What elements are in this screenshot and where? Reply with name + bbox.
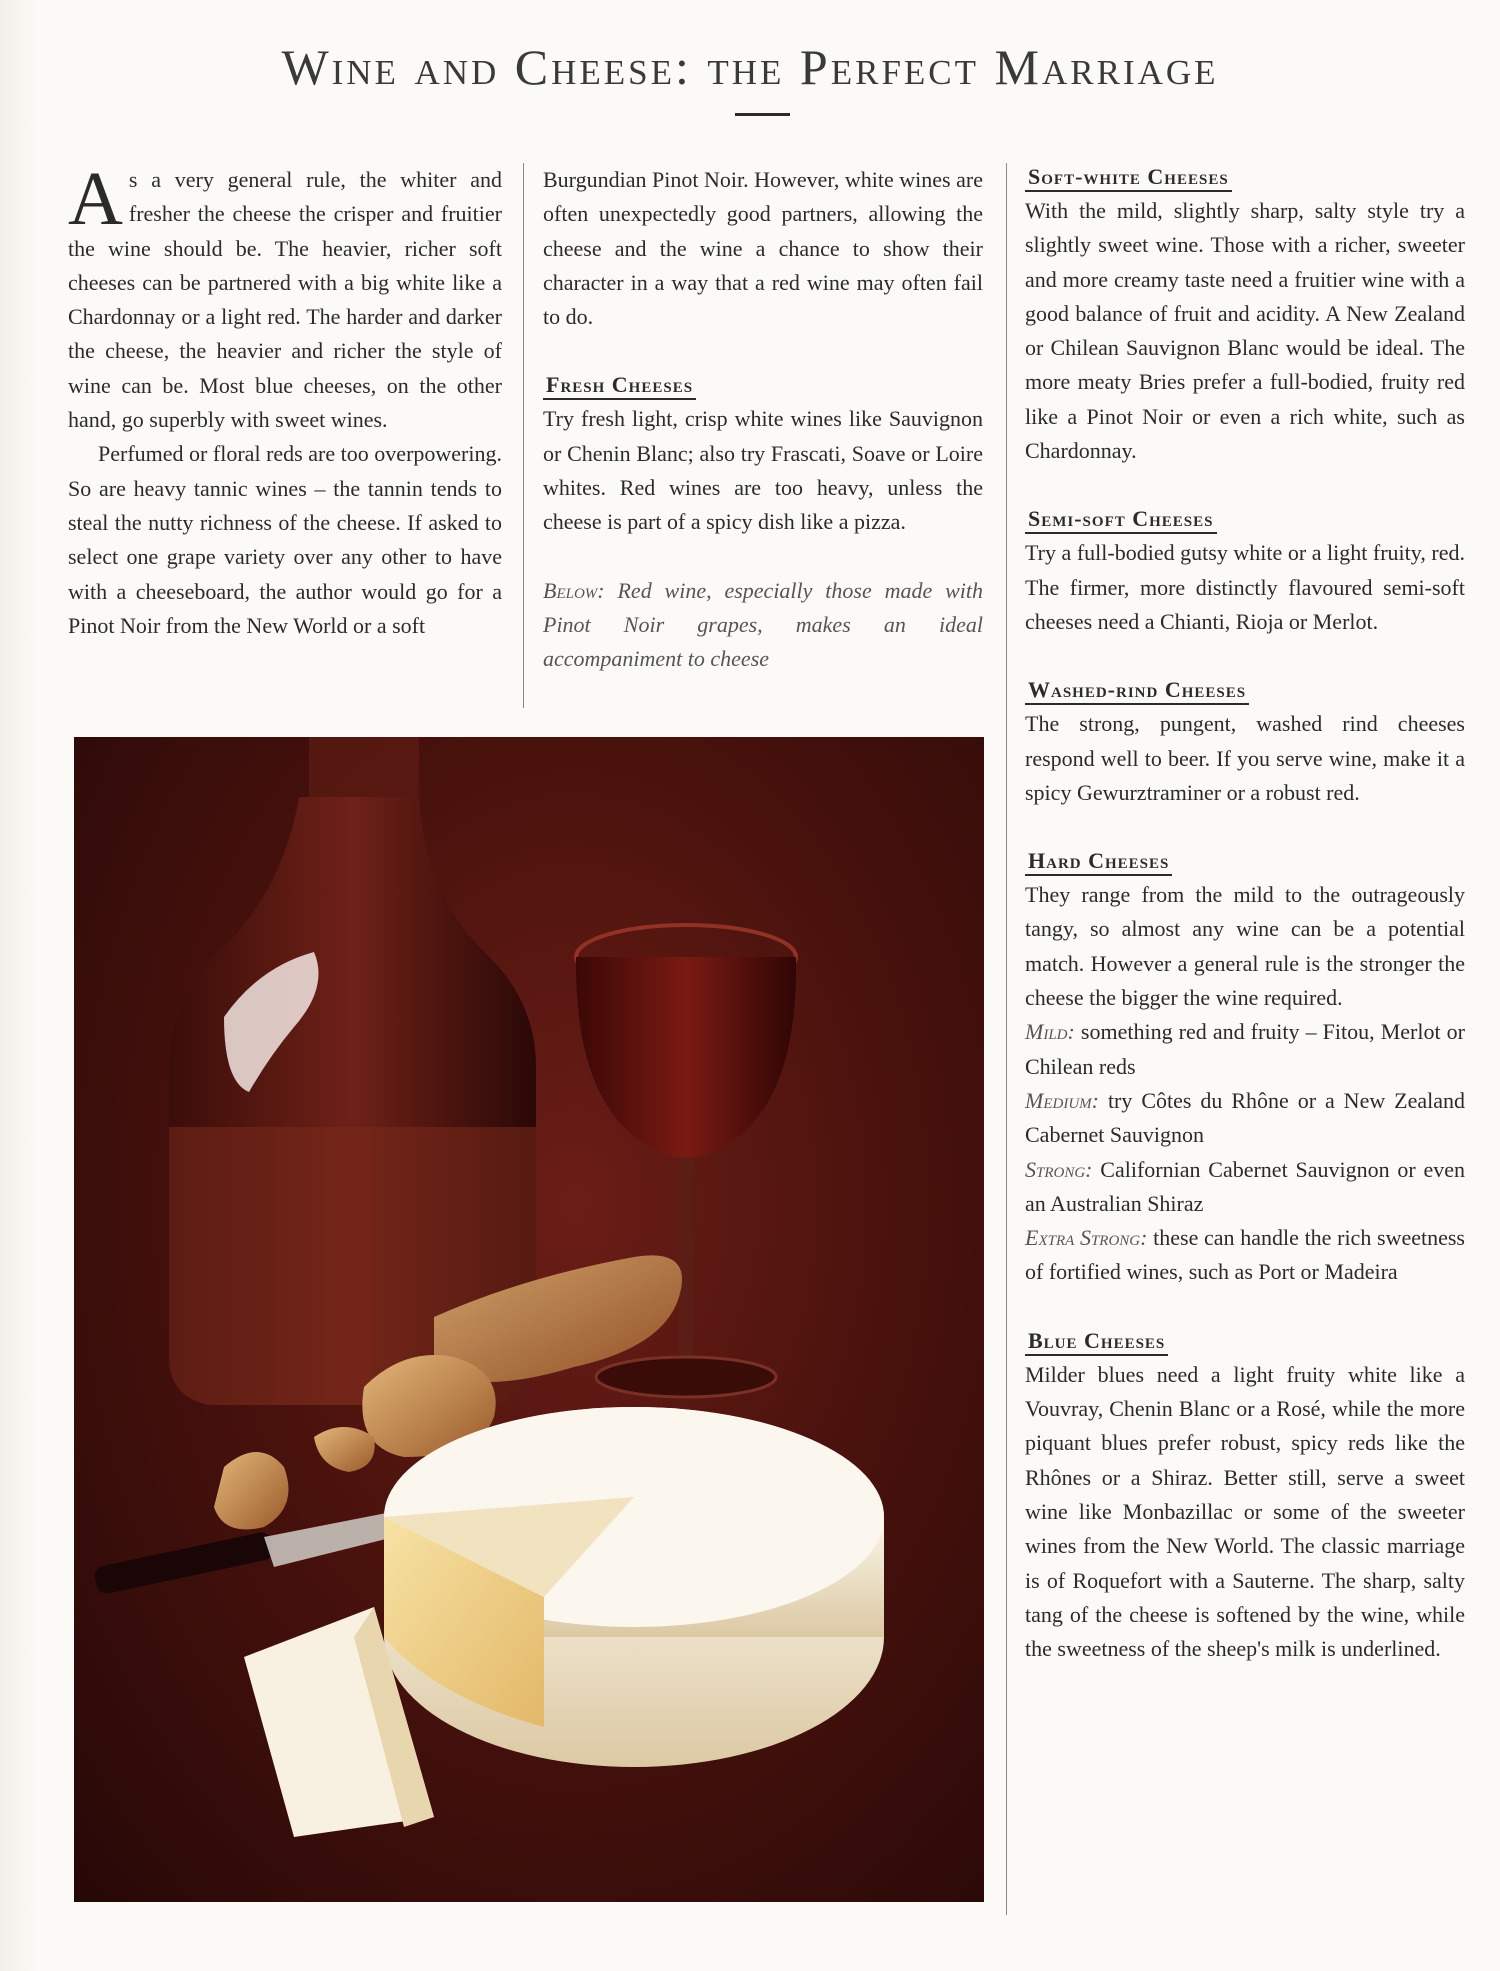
intro-paragraph-2: Perfumed or floral reds are too overpowering. So are heavy tannic wines – the tannin tends to steal the nutty richness of the cheese. If asked to select one grape variety over any other to have with a cheeseboard, the author would go for a Pinot Noir from the New World or a soft: [68, 441, 502, 638]
intro-paragraph: [68, 157, 502, 437]
section-text-hard: They range from the mild to the outrageously tangy, so almost any wine can be a potential match. However a general rule is the stronger the cheese the bigger the wine required.: [1025, 882, 1465, 1011]
section-heading-washed-rind: Washed-rind Cheeses: [1025, 673, 1465, 707]
page-title: Wine and Cheese: the Perfect Marriage: [281, 39, 1219, 95]
camembert-wheel: [384, 1407, 884, 1767]
section-text-fresh: Try fresh light, crisp white wines like Sauvignon or Chenin Blanc; also try Frascati, Soave or Loire whites. Red wines are too heavy, unless the cheese is part of a spicy dish like a pizza.: [543, 406, 983, 535]
level-label: Strong:: [1025, 1156, 1093, 1182]
section-heading-hard: Hard Cheeses: [1025, 844, 1465, 878]
level-label: Mild:: [1025, 1019, 1075, 1045]
scan-edge: [0, 0, 40, 1971]
hard-level-extra-strong: [1025, 1221, 1465, 1290]
caption-lead: Below:: [543, 577, 605, 603]
hard-level-mild: [1025, 1015, 1465, 1084]
level-text: Californian Cabernet Sauvignon or even an Australian Shiraz: [1025, 1156, 1465, 1216]
caption-text: Red wine, especially those made with Pinot Noir grapes, makes an ideal accompaniment to cheese: [543, 577, 984, 672]
level-label: Medium:: [1025, 1087, 1099, 1113]
section-text-blue: Milder blues need a light fruity white like a Vouvray, Chenin Blanc or a Rosé, while the more piquant blues prefer robust, spicy reds like the Rhônes or a Shiraz. Better still, serve a sweet wine like Monbazillac or some of the sweeter wines from the New World. The classic marriage is of Roquefort with a Sauterne. The sharp, salty tang of the cheese is softened by the wine, while the sweetness of the sheep's milk is underlined.: [1025, 1361, 1465, 1662]
drop-cap: A: [68, 157, 123, 241]
section-heading-fresh: Fresh Cheeses: [543, 368, 983, 402]
section-heading-semi-soft: Semi-soft Cheeses: [1025, 502, 1465, 536]
section-text-soft-white: With the mild, slightly sharp, salty style try a slightly sweet wine. Those with a richer, sweeter and more creamy taste need a fruitier wine with a good balance of fruit and acidity. A New Zealand or Chilean Sauvignon Blanc would be ideal. The more meaty Bries prefer a full-bodied, fruity red like a Pinot Noir or even a rich white, such as Chardonnay.: [1025, 198, 1465, 464]
hard-level-medium: [1025, 1084, 1465, 1153]
level-text: these can handle the rich sweetness of fortified wines, such as Port or Madeira: [1025, 1225, 1465, 1285]
column-divider: [523, 163, 524, 708]
intro-paragraph-2-continued: Burgundian Pinot Noir. However, white wines are often unexpectedly good partners, allowing the cheese and the wine a chance to show their character in a way that a red wine may often fail to do.: [543, 167, 983, 330]
level-text: something red and fruity – Fitou, Merlot or Chilean reds: [1025, 1019, 1465, 1079]
photo-caption: [543, 574, 983, 677]
section-heading-blue: Blue Cheeses: [1025, 1324, 1465, 1358]
hard-level-strong: [1025, 1153, 1465, 1222]
photo-illustration: [74, 737, 984, 1902]
title-rule: [735, 113, 790, 116]
intro-text: s a very general rule, the whiter and fresher the cheese the crisper and fruitier the wine should be. The heavier, richer soft cheeses can be partnered with a big white like a Chardonnay or a light red. The harder and darker the cheese, the heavier and richer the style of wine can be. Most blue cheeses, on the other hand, go superbly with sweet wines.: [68, 167, 502, 433]
column-1: [68, 157, 502, 643]
section-heading-soft-white: Soft-white Cheeses: [1025, 160, 1465, 194]
column-2: [543, 163, 983, 677]
column-divider: [1006, 163, 1007, 1915]
section-text-washed-rind: The strong, pungent, washed rind cheeses respond well to beer. If you serve wine, make it a spicy Gewurztraminer or a robust red.: [1025, 711, 1465, 805]
level-text: try Côtes du Rhône or a New Zealand Cabernet Sauvignon: [1025, 1087, 1466, 1148]
level-label: Extra Strong:: [1025, 1225, 1148, 1251]
column-3: [1025, 160, 1465, 1666]
wine-and-cheese-photo: [74, 737, 984, 1902]
section-text-semi-soft: Try a full-bodied gutsy white or a light fruity, red. The firmer, more distinctly flavoured semi-soft cheeses need a Chianti, Rioja or Merlot.: [1025, 540, 1465, 634]
